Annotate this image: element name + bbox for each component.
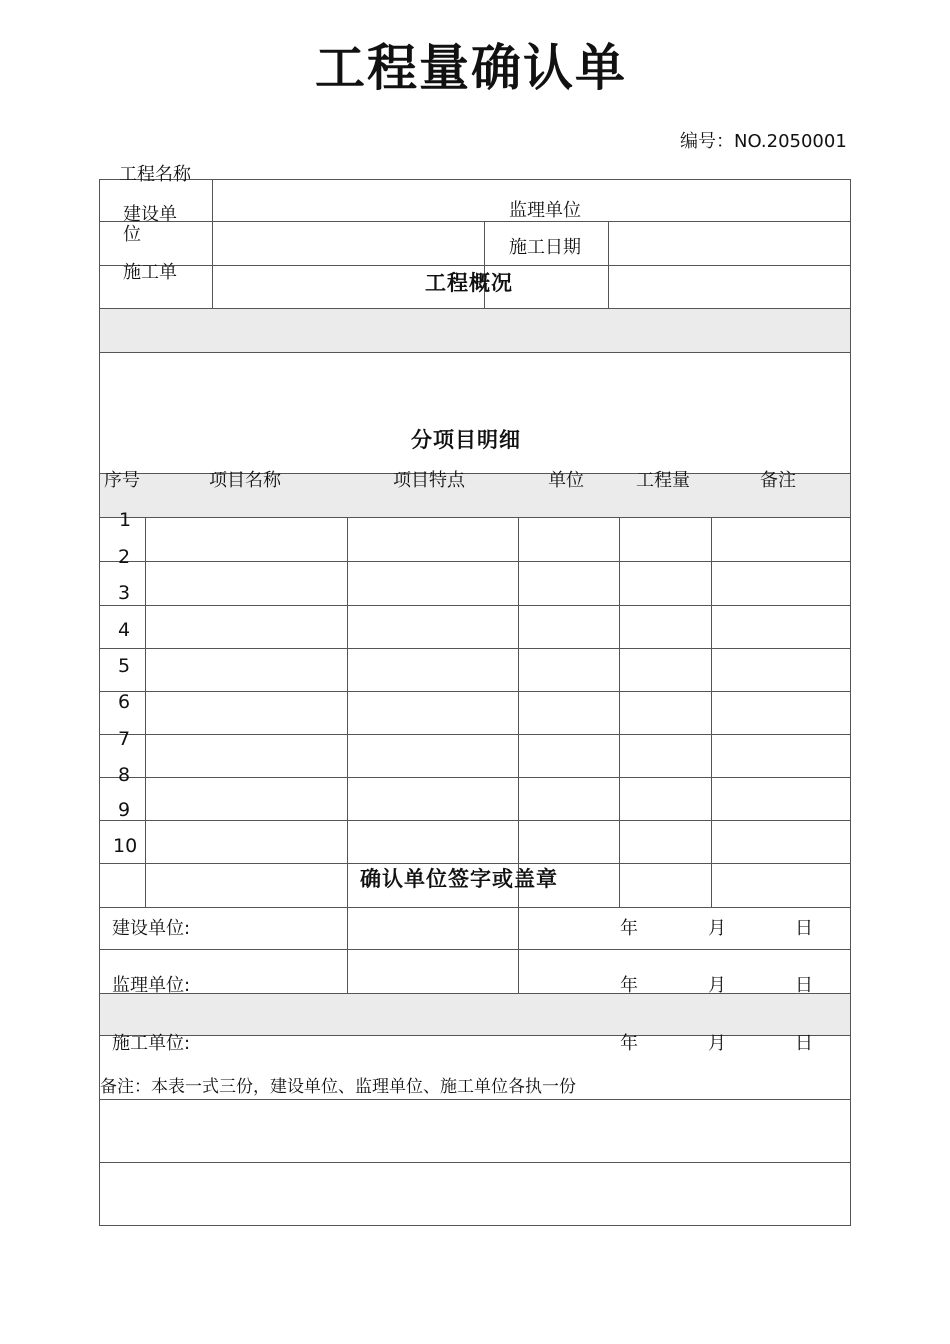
document-number: 编号：NO.2050001	[680, 131, 847, 152]
frame-right	[850, 179, 851, 1225]
construction-unit-label: 建设单位	[123, 204, 177, 245]
column-header-remark: 备注	[760, 470, 796, 491]
rule	[99, 605, 851, 606]
rule	[212, 179, 213, 308]
signature-band	[100, 993, 851, 1035]
project-name-label: 工程名称	[119, 164, 191, 185]
rule	[99, 949, 851, 950]
rule	[99, 691, 851, 692]
column-header-feature: 项目特点	[393, 470, 465, 491]
overview-title: 工程概况	[425, 271, 513, 295]
signature-month: 月	[708, 975, 726, 996]
signature-day: 日	[795, 975, 813, 996]
detail-title: 分项目明细	[411, 428, 521, 452]
rule	[99, 1099, 851, 1100]
rule	[99, 1162, 851, 1163]
signature-year: 年	[620, 975, 638, 996]
rule	[145, 517, 146, 907]
row-number: 9	[118, 799, 131, 821]
row-number: 8	[118, 764, 131, 786]
signature-day: 日	[795, 918, 813, 939]
page-title: 工程量确认单	[315, 39, 627, 97]
row-number: 3	[118, 582, 131, 604]
signature-label-construction: 建设单位:	[112, 918, 191, 939]
column-header-index: 序号	[104, 470, 140, 491]
signature-year: 年	[620, 1033, 638, 1054]
row-number: 6	[118, 691, 131, 713]
rule	[608, 221, 609, 308]
rule	[99, 993, 851, 994]
row-number: 2	[118, 546, 131, 568]
signature-label-supervision: 监理单位:	[112, 975, 191, 996]
rule	[99, 561, 851, 562]
row-number: 4	[118, 619, 131, 641]
signature-month: 月	[708, 918, 726, 939]
row-number: 5	[118, 655, 131, 677]
rule	[99, 308, 851, 309]
rule	[99, 907, 851, 908]
rule	[99, 734, 851, 735]
contractor-label-clip	[120, 262, 200, 283]
rule	[347, 517, 348, 993]
rule	[99, 517, 851, 518]
contractor-label: 施工单	[123, 262, 177, 283]
signature-title: 确认单位签字或盖章	[360, 867, 558, 891]
overview-band	[100, 309, 851, 352]
signature-day: 日	[795, 1033, 813, 1054]
column-header-name: 项目名称	[209, 470, 281, 491]
rule	[99, 648, 851, 649]
row-number: 7	[118, 728, 131, 750]
rule	[99, 777, 851, 778]
frame-left	[99, 179, 100, 1225]
signature-label-contractor: 施工单位:	[112, 1033, 191, 1054]
rule	[518, 517, 519, 993]
rule	[99, 863, 851, 864]
rule	[99, 1035, 851, 1036]
rule	[99, 352, 851, 353]
footnote: 备注：本表一式三份，建设单位、监理单位、施工单位各执一份	[100, 1077, 576, 1097]
rule	[99, 820, 851, 821]
rule	[619, 517, 620, 907]
signature-month: 月	[708, 1033, 726, 1054]
column-header-quantity: 工程量	[636, 470, 690, 491]
row-number: 1	[119, 509, 132, 531]
signature-year: 年	[620, 918, 638, 939]
rule	[711, 517, 712, 907]
column-header-unit: 单位	[548, 470, 584, 491]
construction-date-label: 施工日期	[509, 237, 581, 258]
supervision-unit-label: 监理单位	[509, 200, 581, 221]
row-number: 10	[113, 835, 138, 857]
frame-bottom	[99, 1225, 851, 1226]
